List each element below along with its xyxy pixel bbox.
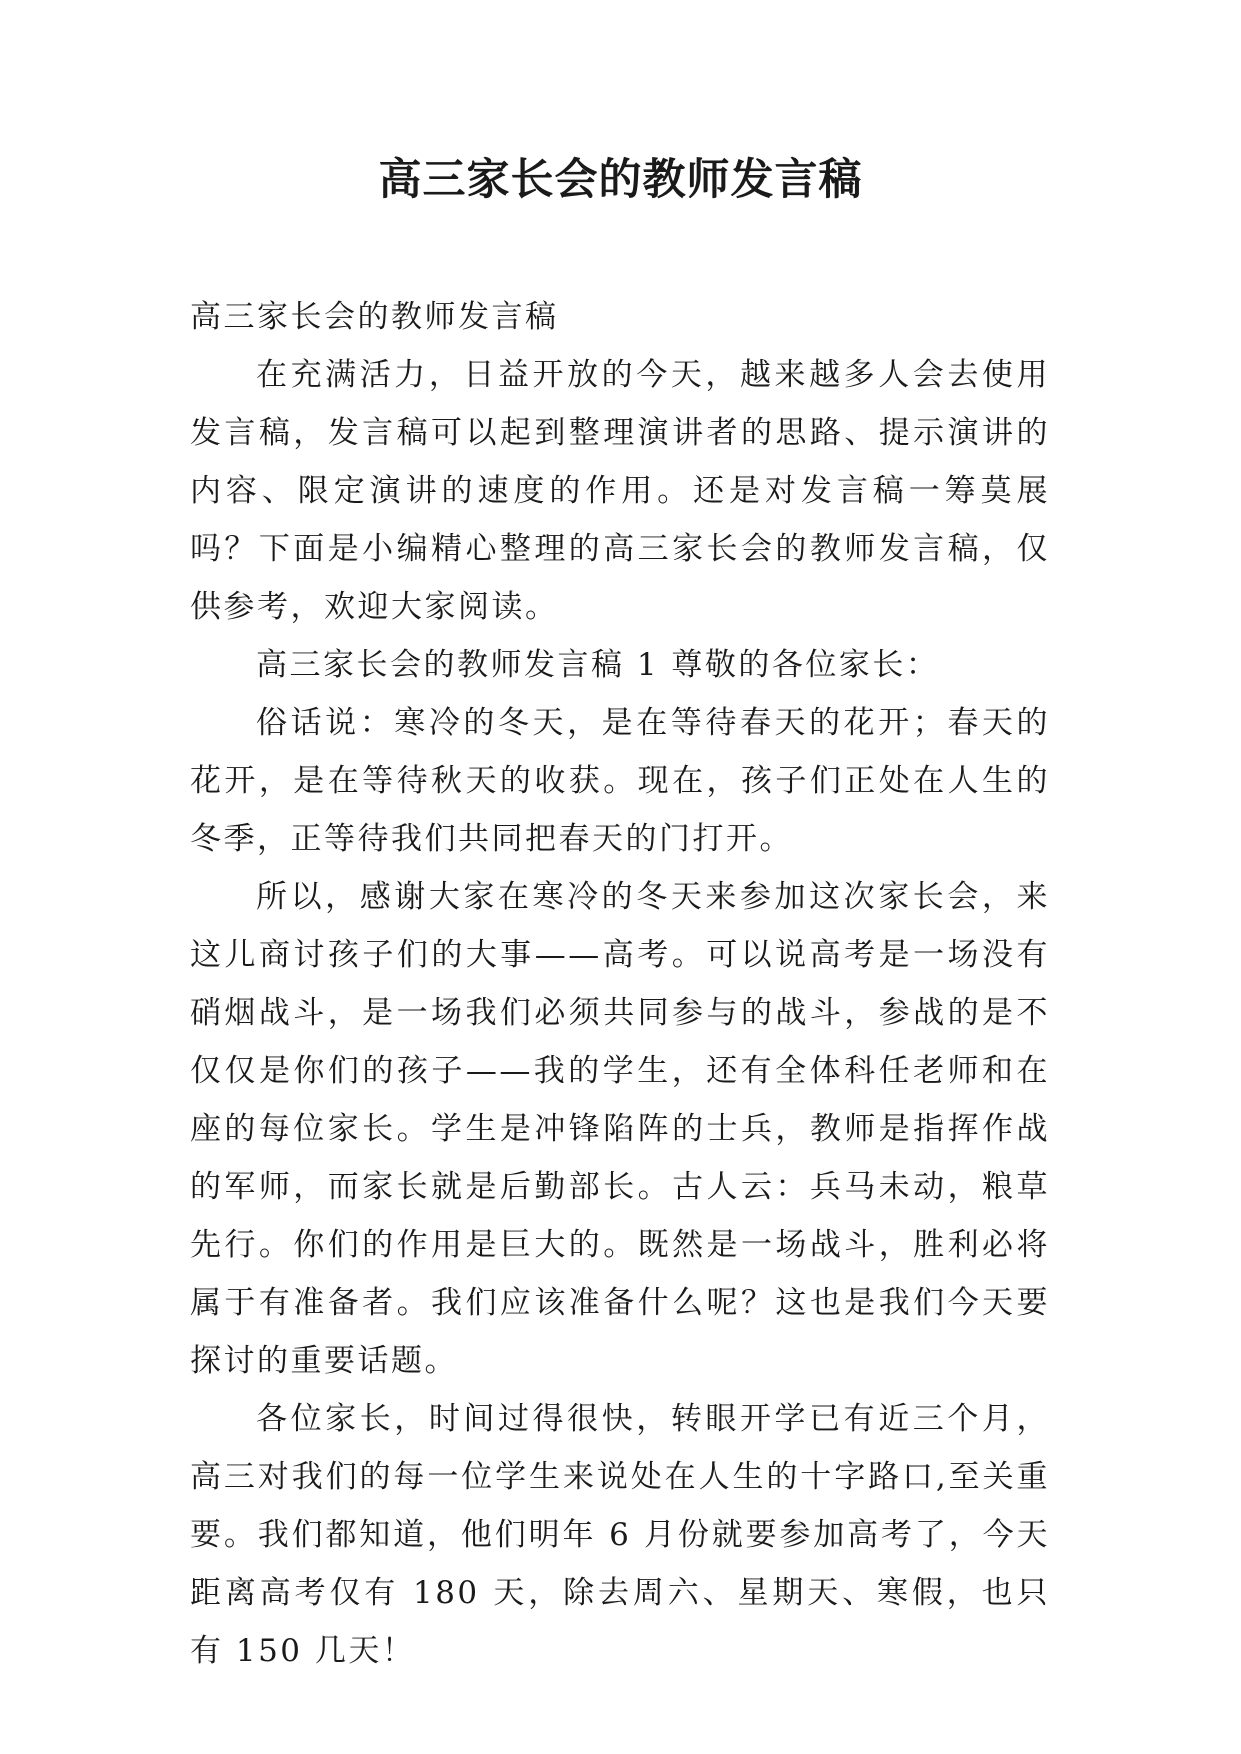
body-paragraph: 所以，感谢大家在寒冷的冬天来参加这次家长会，来这儿商讨孩子们的大事——高考。可以说高考是一场没有硝烟战斗，是一场我们必须共同参与的战斗，参战的是不仅仅是你们的孩子——我的学生，还有全体科任老师和在座的每位家长。学生是冲锋陷阵的士兵，教师是指挥作战的军师，而家长就是后勤部长。古人云：兵马未动，粮草先行。你们的作用是巨大的。既然是一场战斗，胜利必将属于有准备者。我们应该准备什么呢？这也是我们今天要探讨的重要话题。 — [190, 879, 1050, 1379]
speech-salutation: 高三家长会的教师发言稿 1 尊敬的各位家长： — [256, 647, 940, 683]
body-paragraph: 俗话说：寒冷的冬天，是在等待春天的花开；春天的花开，是在等待秋天的收获。现在，孩子们正处在人生的冬季，正等待我们共同把春天的门打开。 — [190, 705, 1050, 857]
body-paragraph: 各位家长，时间过得很快，转眼开学已有近三个月，高三对我们的每一位学生来说处在人生的十字路口,至关重要。我们都知道，他们明年 6 月份就要参加高考了，今天距离高考仅有 180 天，除去周六、星期天、寒假，也只有 150 几天！ — [190, 1401, 1050, 1669]
document-body — [190, 288, 1050, 1680]
body-heading-line: 高三家长会的教师发言稿 — [190, 299, 559, 335]
intro-paragraph: 在充满活力，日益开放的今天，越来越多人会去使用发言稿，发言稿可以起到整理演讲者的思路、提示演讲的内容、限定演讲的速度的作用。还是对发言稿一筹莫展吗？下面是小编精心整理的高三家长会的教师发言稿，仅供参考，欢迎大家阅读。 — [190, 357, 1050, 625]
document-title: 高三家长会的教师发言稿 — [378, 155, 863, 205]
